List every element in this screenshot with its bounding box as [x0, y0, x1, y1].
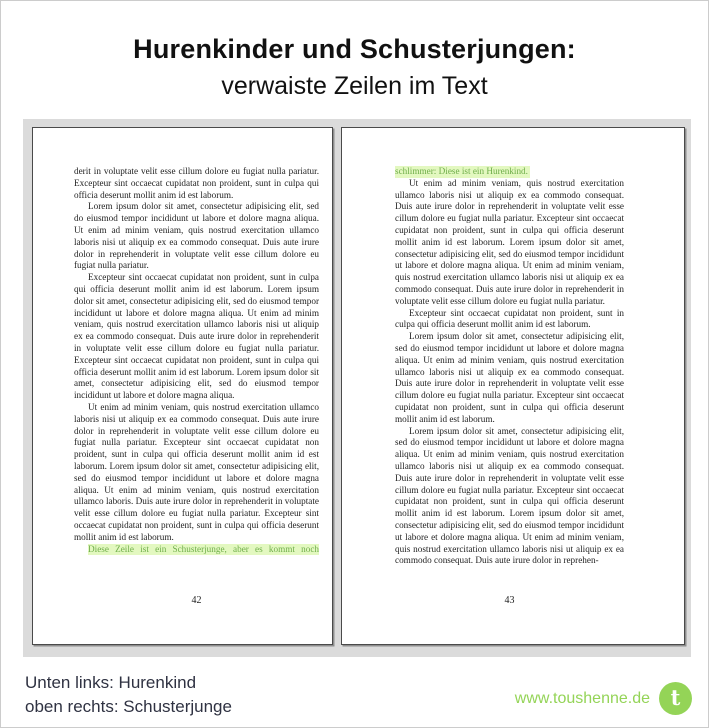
page-title — [1, 1, 708, 101]
title-line-bold: Hurenkinder und Schusterjungen: — [133, 34, 576, 64]
watermark-url-text: www.toushenne.de — [514, 689, 650, 707]
schusterjunge-highlight-line: Diese Zeile ist ein Schusterjunge, aber es kommt noch — [88, 543, 319, 554]
book-page-right — [341, 127, 685, 645]
book-paragraph: Lorem ipsum dolor sit amet, consectetur adipisicing elit, sed do eiusmod tempor incididunt ut labore et dolore magna aliqua. Ut enim ad minim veniam, quis nostrud exercitation ullamco laboris nisi ut aliquip ex ea commodo consequat. Duis aute irure dolor in reprehenderit in voluptate velit esse cillum dolore eu fugiat nulla pariatur. — [74, 201, 319, 271]
book-spread-image — [23, 119, 691, 657]
book-paragraph: Ut enim ad minim veniam, quis nostrud exercitation ullamco laboris nisi ut aliquip ex ea commodo consequat. Duis aute irure dolor in reprehenderit in voluptate velit esse cillum dolore eu fugiat nulla pariatur. Excepteur sint occaecat cupidatat non proident, sunt in culpa qui officia deserunt mollit anim id est laborum. Lorem ipsum dolor sit amet, consectetur adipisicing elit, sed do eiusmod tempor incididunt ut labore et dolore magna aliqua. Ut enim ad minim veniam, quis nostrud exercitation ullamco laboris nisi ut aliquip ex ea commodo consequat. Duis aute irure dolor in reprehenderit in voluptate velit esse cillum dolore eu fugiat nulla pariatur. — [395, 177, 624, 306]
title-line-subtitle: verwaiste Zeilen im Text — [221, 72, 488, 100]
toushenne-logo-icon — [659, 682, 692, 715]
book-paragraph: Ut enim ad minim veniam, quis nostrud exercitation ullamco laboris nisi ut aliquip ex ea commodo consequat. Duis aute irure dolor in reprehenderit in voluptate velit esse cillum dolore eu fugiat nulla pariatur. Excepteur sint occaecat cupidatat non proident, sunt in culpa qui officia deserunt mollit anim id est laborum. Lorem ipsum dolor sit amet, consectetur adipisicing elit, sed do eiusmod tempor incididunt ut labore et dolore magna aliqua. Ut enim ad minim veniam, quis nostrud exercitation ullamco laboris. Duis aute irure dolor in reprehenderit in voluptate velit esse cillum dolore eu fugiat nulla pariatur. Excepteur sint occaecat cupidatat non proident, sunt in culpa qui officia deserunt mollit anim id est laborum. — [74, 401, 319, 542]
caption-line-schusterjunge: oben rechts: Schusterjunge — [25, 696, 232, 716]
right-page-text-body — [395, 166, 624, 567]
book-page-left — [32, 127, 333, 645]
page-number-left: 42 — [191, 595, 202, 606]
book-paragraph: Excepteur sint occaecat cupidatat non proident, sunt in culpa qui officia deserunt mollit anim id est laborum. — [395, 307, 624, 330]
site-watermark — [515, 682, 692, 715]
book-paragraph: Excepteur sint occaecat cupidatat non proident, sunt in culpa qui officia deserunt mollit anim id est laborum. Lorem ipsum dolor sit amet, consectetur adipisicing elit, sed do eiusmod tempor incididunt ut labore et dolore magna aliqua. Ut enim ad minim veniam, quis nostrud exercitation ullamco laboris nisi ut aliquip ex ea commodo consequat. Duis aute irure dolor in reprehenderit in voluptate velit esse cillum dolore eu fugiat nulla pariatur. Excepteur sint occaecat cupidatat non proident, sunt in culpa qui officia deserunt mollit anim id est laborum. Lorem ipsum dolor sit amet, consectetur adipisicing elit, sed do eiusmod tempor incididunt ut labore et dolore magna aliqua. — [74, 272, 319, 401]
hurenkind-highlight-line: schlimmer: Diese ist ein Hurenkind. — [395, 166, 528, 176]
book-paragraph: Lorem ipsum dolor sit amet, consectetur adipisicing elit, sed do eiusmod tempor incididunt ut labore et dolore magna aliqua. Ut enim ad minim veniam, quis nostrud exercitation ullamco laboris nisi ut aliquip ex ea commodo consequat. Duis aute irure dolor in reprehenderit in voluptate velit esse cillum dolore eu fugiat nulla pariatur. Excepteur sint occaecat cupidatat non proident, sunt in culpa qui officia deserunt mollit anim id est laborum. Lorem ipsum dolor sit amet, consectetur adipisicing elit, sed do eiusmod tempor incididunt ut labore et dolore magna aliqua. Ut enim ad minim veniam, quis nostrud exercitation ullamco laboris nisi ut aliquip ex ea commodo consequat. Duis aute irure dolor in reprehen- — [395, 425, 624, 566]
book-paragraph: derit in voluptate velit esse cillum dolore eu fugiat nulla pariatur. Excepteur sint occaecat cupidatat non proident, sunt in culpa qui officia deserunt mollit anim id est laborum. — [74, 166, 319, 200]
page-number-right: 43 — [504, 595, 515, 606]
figure-caption — [25, 671, 232, 718]
book-paragraph: Lorem ipsum dolor sit amet, consectetur adipisicing elit, sed do eiusmod tempor incididunt ut labore et dolore magna aliqua. Ut enim ad minim veniam, quis nostrud exercitation ullamco laboris nisi ut aliquip ex ea commodo consequat. Duis aute irure dolor in reprehenderit in voluptate velit esse cillum dolore eu fugiat nulla pariatur. Excepteur sint occaecat cupidatat non proident, sunt in culpa qui officia deserunt mollit anim id est laborum. — [395, 331, 624, 424]
caption-line-hurenkind: Unten links: Hurenkind — [25, 673, 197, 692]
logo-letter: t — [670, 685, 681, 710]
left-page-text-body — [74, 166, 319, 555]
